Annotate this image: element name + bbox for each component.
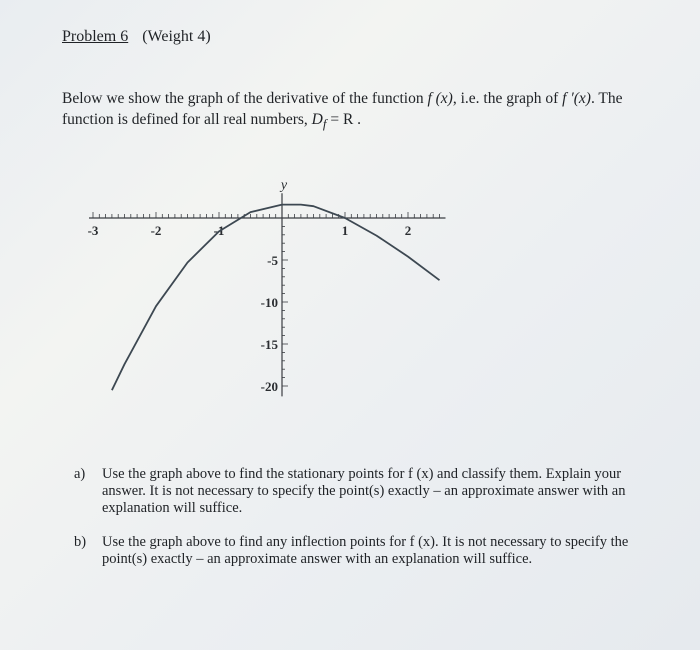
question-b-text: Use the graph above to find any inflection points for f (x). It is not necessary to specify the point(s) exactly – an approximate answer with an explanation will suffice. (102, 534, 629, 567)
x-tick-label: -1 (213, 223, 225, 238)
y-tick-label: -15 (260, 337, 278, 352)
derivative-graph (60, 170, 460, 415)
intro-text-3: . The function is defined for all real numbers, (62, 90, 623, 128)
question-b (74, 534, 654, 568)
x-tick-label: 1 (341, 223, 349, 238)
problem-heading (62, 28, 211, 46)
question-a-text: Use the graph above to find the stationary points for f (x) and classify them. Explain your answer. It is not necessary to specify the point(s) exactly – an approximate answer with an explanation will suffice. (102, 466, 626, 516)
problem-intro (62, 88, 662, 134)
weight-label: (Weight 4) (142, 28, 211, 45)
question-a-letter: a) (74, 466, 86, 482)
x-tick-label: -3 (87, 223, 99, 238)
y-tick-label: -10 (260, 295, 278, 310)
question-a (74, 466, 654, 517)
intro-domain-sub: f (322, 116, 327, 132)
intro-domain: D (311, 111, 323, 128)
derivative-chart (60, 170, 460, 415)
question-b-letter: b) (74, 534, 87, 550)
y-axis-label: y (280, 178, 288, 194)
problem-label: Problem 6 (62, 28, 129, 45)
y-tick-label: -5 (267, 253, 278, 268)
intro-fx: f (x) (427, 90, 453, 107)
intro-fpx: f ′(x) (562, 90, 591, 107)
x-tick-label: 2 (404, 223, 412, 238)
intro-text-1: Below we show the graph of the derivative of the function (62, 90, 428, 107)
y-tick-label: -20 (260, 379, 278, 394)
x-tick-label: -2 (150, 223, 162, 238)
intro-text-2: , i.e. the graph of (452, 90, 563, 107)
question-list (74, 466, 654, 585)
intro-text-4: = R . (326, 111, 362, 128)
